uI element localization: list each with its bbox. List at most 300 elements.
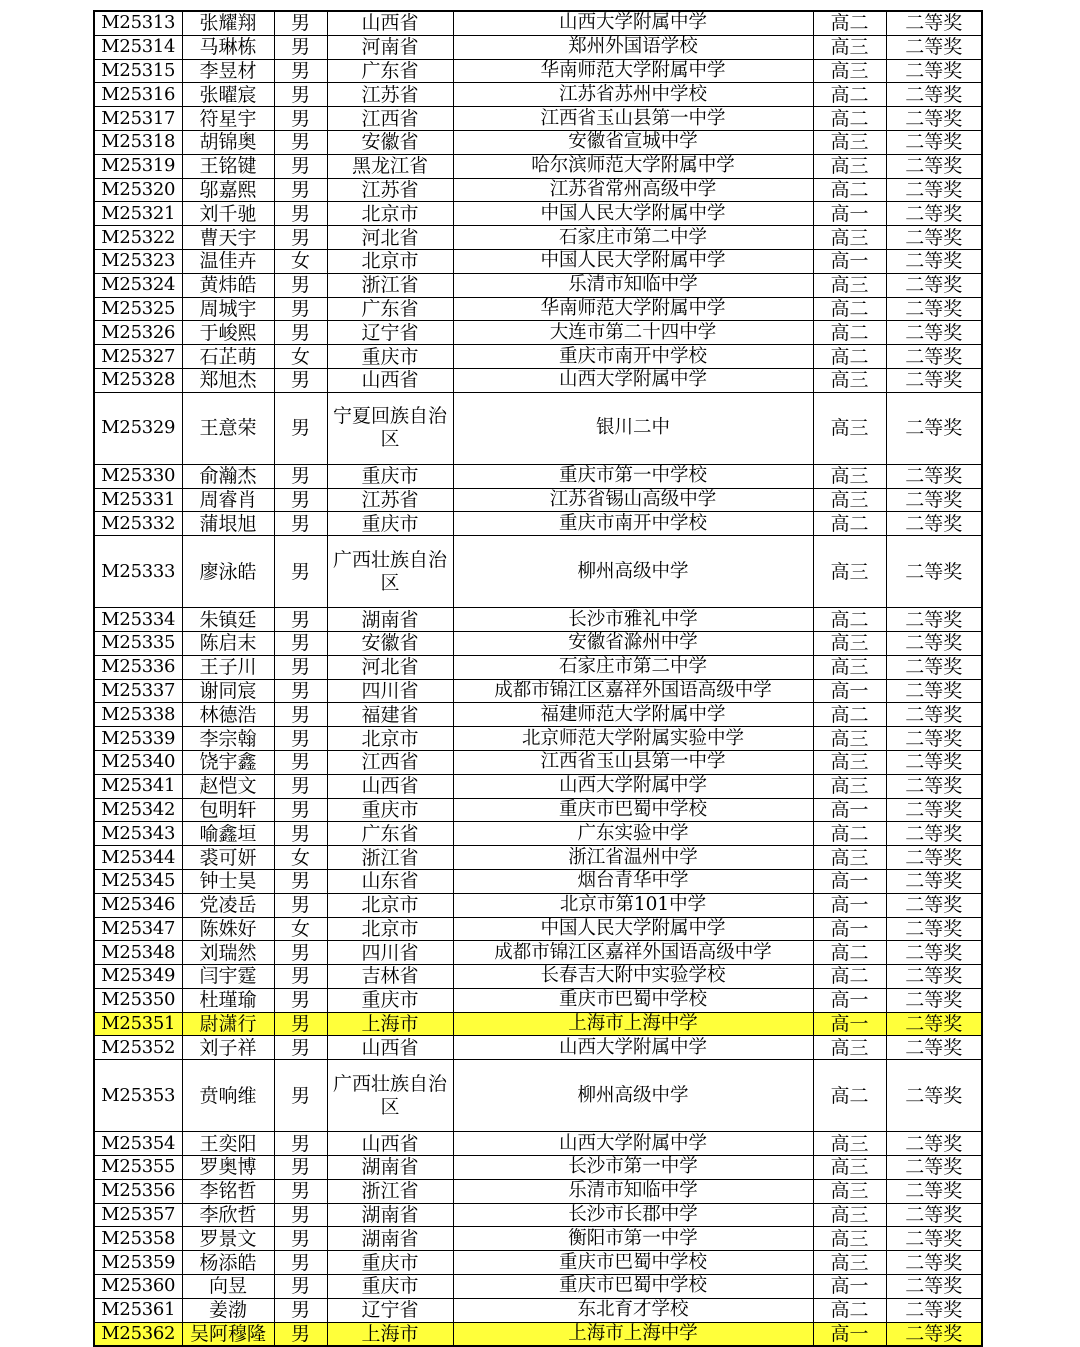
gender-cell: 男 bbox=[274, 488, 327, 512]
student-id-cell: M25328 bbox=[94, 368, 182, 392]
student-name-cell: 向昱 bbox=[182, 1275, 274, 1299]
table-row bbox=[94, 822, 982, 846]
school-cell: 安徽省宣城中学 bbox=[453, 130, 813, 154]
gender-cell: 男 bbox=[274, 727, 327, 751]
student-name-cell: 邬嘉熙 bbox=[182, 178, 274, 202]
grade-cell: 高三 bbox=[813, 1156, 886, 1180]
province-cell: 重庆市 bbox=[327, 1251, 453, 1275]
school-cell: 上海市上海中学 bbox=[453, 1012, 813, 1036]
gender-cell: 男 bbox=[274, 512, 327, 536]
gender-cell: 男 bbox=[274, 1156, 327, 1180]
student-name-cell: 贲响维 bbox=[182, 1060, 274, 1132]
grade-cell: 高二 bbox=[813, 1298, 886, 1322]
award-cell: 二等奖 bbox=[886, 154, 982, 178]
grade-cell: 高一 bbox=[813, 893, 886, 917]
gender-cell: 男 bbox=[274, 965, 327, 989]
student-id-cell: M25335 bbox=[94, 631, 182, 655]
table-row bbox=[94, 1322, 982, 1346]
award-cell: 二等奖 bbox=[886, 297, 982, 321]
table-row bbox=[94, 869, 982, 893]
student-name-cell: 陈姝好 bbox=[182, 917, 274, 941]
gender-cell: 男 bbox=[274, 703, 327, 727]
gender-cell: 男 bbox=[274, 59, 327, 83]
grade-cell: 高三 bbox=[813, 35, 886, 59]
province-cell: 辽宁省 bbox=[327, 321, 453, 345]
student-name-cell: 喻鑫垣 bbox=[182, 822, 274, 846]
province-cell: 浙江省 bbox=[327, 273, 453, 297]
student-name-cell: 廖泳皓 bbox=[182, 536, 274, 608]
student-name-cell: 王奕阳 bbox=[182, 1132, 274, 1156]
student-id-cell: M25359 bbox=[94, 1251, 182, 1275]
student-id-cell: M25352 bbox=[94, 1036, 182, 1060]
province-cell: 江苏省 bbox=[327, 178, 453, 202]
table-row bbox=[94, 1132, 982, 1156]
student-id-cell: M25332 bbox=[94, 512, 182, 536]
grade-cell: 高二 bbox=[813, 1060, 886, 1132]
award-cell: 二等奖 bbox=[886, 917, 982, 941]
student-id-cell: M25338 bbox=[94, 703, 182, 727]
grade-cell: 高二 bbox=[813, 608, 886, 632]
province-cell: 宁夏回族自治区 bbox=[327, 392, 453, 464]
gender-cell: 男 bbox=[274, 798, 327, 822]
province-cell: 湖南省 bbox=[327, 1227, 453, 1251]
gender-cell: 男 bbox=[274, 774, 327, 798]
table-row bbox=[94, 1060, 982, 1132]
table-row bbox=[94, 107, 982, 131]
table-row bbox=[94, 345, 982, 369]
grade-cell: 高一 bbox=[813, 869, 886, 893]
grade-cell: 高三 bbox=[813, 774, 886, 798]
province-cell: 河北省 bbox=[327, 655, 453, 679]
gender-cell: 男 bbox=[274, 297, 327, 321]
table-row bbox=[94, 1203, 982, 1227]
grade-cell: 高二 bbox=[813, 512, 886, 536]
school-cell: 哈尔滨师范大学附属中学 bbox=[453, 154, 813, 178]
gender-cell: 男 bbox=[274, 226, 327, 250]
province-cell: 北京市 bbox=[327, 249, 453, 273]
student-id-cell: M25329 bbox=[94, 392, 182, 464]
student-id-cell: M25327 bbox=[94, 345, 182, 369]
grade-cell: 高三 bbox=[813, 536, 886, 608]
gender-cell: 男 bbox=[274, 107, 327, 131]
gender-cell: 男 bbox=[274, 655, 327, 679]
gender-cell: 男 bbox=[274, 988, 327, 1012]
award-cell: 二等奖 bbox=[886, 1156, 982, 1180]
student-name-cell: 曹天宇 bbox=[182, 226, 274, 250]
student-name-cell: 饶宇鑫 bbox=[182, 750, 274, 774]
school-cell: 华南师范大学附属中学 bbox=[453, 59, 813, 83]
grade-cell: 高一 bbox=[813, 798, 886, 822]
school-cell: 乐清市知临中学 bbox=[453, 273, 813, 297]
table-row bbox=[94, 321, 982, 345]
province-cell: 重庆市 bbox=[327, 464, 453, 488]
student-name-cell: 吴阿穆隆 bbox=[182, 1322, 274, 1346]
grade-cell: 高一 bbox=[813, 679, 886, 703]
award-cell: 二等奖 bbox=[886, 988, 982, 1012]
table-row bbox=[94, 226, 982, 250]
province-cell: 上海市 bbox=[327, 1012, 453, 1036]
student-id-cell: M25357 bbox=[94, 1203, 182, 1227]
school-cell: 江西省玉山县第一中学 bbox=[453, 750, 813, 774]
award-cell: 二等奖 bbox=[886, 1179, 982, 1203]
table-row bbox=[94, 154, 982, 178]
school-cell: 山西大学附属中学 bbox=[453, 1132, 813, 1156]
province-cell: 江西省 bbox=[327, 107, 453, 131]
table-row bbox=[94, 130, 982, 154]
school-cell: 烟台青华中学 bbox=[453, 869, 813, 893]
province-cell: 重庆市 bbox=[327, 345, 453, 369]
province-cell: 福建省 bbox=[327, 703, 453, 727]
table-row bbox=[94, 750, 982, 774]
grade-cell: 高一 bbox=[813, 1275, 886, 1299]
grade-cell: 高一 bbox=[813, 1012, 886, 1036]
award-cell: 二等奖 bbox=[886, 464, 982, 488]
gender-cell: 男 bbox=[274, 679, 327, 703]
student-name-cell: 谢同宸 bbox=[182, 679, 274, 703]
school-cell: 重庆市第一中学校 bbox=[453, 464, 813, 488]
grade-cell: 高三 bbox=[813, 130, 886, 154]
grade-cell: 高三 bbox=[813, 750, 886, 774]
province-cell: 四川省 bbox=[327, 679, 453, 703]
gender-cell: 男 bbox=[274, 1227, 327, 1251]
province-cell: 四川省 bbox=[327, 941, 453, 965]
award-cell: 二等奖 bbox=[886, 1012, 982, 1036]
province-cell: 重庆市 bbox=[327, 512, 453, 536]
province-cell: 山东省 bbox=[327, 869, 453, 893]
grade-cell: 高一 bbox=[813, 1322, 886, 1346]
gender-cell: 女 bbox=[274, 846, 327, 870]
gender-cell: 男 bbox=[274, 822, 327, 846]
school-cell: 银川二中 bbox=[453, 392, 813, 464]
school-cell: 中国人民大学附属中学 bbox=[453, 917, 813, 941]
grade-cell: 高三 bbox=[813, 846, 886, 870]
award-cell: 二等奖 bbox=[886, 178, 982, 202]
school-cell: 江西省玉山县第一中学 bbox=[453, 107, 813, 131]
gender-cell: 男 bbox=[274, 1036, 327, 1060]
award-cell: 二等奖 bbox=[886, 1322, 982, 1346]
grade-cell: 高三 bbox=[813, 226, 886, 250]
student-id-cell: M25361 bbox=[94, 1298, 182, 1322]
table-row bbox=[94, 1275, 982, 1299]
award-cell: 二等奖 bbox=[886, 1251, 982, 1275]
gender-cell: 女 bbox=[274, 249, 327, 273]
province-cell: 辽宁省 bbox=[327, 1298, 453, 1322]
student-name-cell: 王铭键 bbox=[182, 154, 274, 178]
student-id-cell: M25358 bbox=[94, 1227, 182, 1251]
award-cell: 二等奖 bbox=[886, 941, 982, 965]
grade-cell: 高三 bbox=[813, 1179, 886, 1203]
student-id-cell: M25350 bbox=[94, 988, 182, 1012]
grade-cell: 高三 bbox=[813, 727, 886, 751]
gender-cell: 男 bbox=[274, 464, 327, 488]
province-cell: 广东省 bbox=[327, 297, 453, 321]
school-cell: 重庆市南开中学校 bbox=[453, 345, 813, 369]
school-cell: 重庆市巴蜀中学校 bbox=[453, 988, 813, 1012]
student-id-cell: M25320 bbox=[94, 178, 182, 202]
school-cell: 江苏省锡山高级中学 bbox=[453, 488, 813, 512]
school-cell: 上海市上海中学 bbox=[453, 1322, 813, 1346]
gender-cell: 男 bbox=[274, 130, 327, 154]
award-cell: 二等奖 bbox=[886, 226, 982, 250]
award-cell: 二等奖 bbox=[886, 83, 982, 107]
school-cell: 成都市锦江区嘉祥外国语高级中学 bbox=[453, 941, 813, 965]
student-name-cell: 姜渤 bbox=[182, 1298, 274, 1322]
school-cell: 北京师范大学附属实验中学 bbox=[453, 727, 813, 751]
table-row bbox=[94, 1227, 982, 1251]
student-name-cell: 郑旭杰 bbox=[182, 368, 274, 392]
school-cell: 重庆市南开中学校 bbox=[453, 512, 813, 536]
school-cell: 长春吉大附中实验学校 bbox=[453, 965, 813, 989]
student-name-cell: 李铭哲 bbox=[182, 1179, 274, 1203]
school-cell: 柳州高级中学 bbox=[453, 536, 813, 608]
student-id-cell: M25326 bbox=[94, 321, 182, 345]
table-row bbox=[94, 703, 982, 727]
table-row bbox=[94, 512, 982, 536]
province-cell: 重庆市 bbox=[327, 988, 453, 1012]
student-name-cell: 刘瑞然 bbox=[182, 941, 274, 965]
table-row bbox=[94, 1298, 982, 1322]
gender-cell: 男 bbox=[274, 35, 327, 59]
grade-cell: 高二 bbox=[813, 703, 886, 727]
student-name-cell: 罗景文 bbox=[182, 1227, 274, 1251]
province-cell: 湖南省 bbox=[327, 1203, 453, 1227]
gender-cell: 男 bbox=[274, 178, 327, 202]
student-name-cell: 裘可妍 bbox=[182, 846, 274, 870]
student-name-cell: 林德浩 bbox=[182, 703, 274, 727]
award-cell: 二等奖 bbox=[886, 774, 982, 798]
award-cell: 二等奖 bbox=[886, 679, 982, 703]
gender-cell: 女 bbox=[274, 345, 327, 369]
student-id-cell: M25343 bbox=[94, 822, 182, 846]
award-cell: 二等奖 bbox=[886, 869, 982, 893]
award-cell: 二等奖 bbox=[886, 655, 982, 679]
student-id-cell: M25333 bbox=[94, 536, 182, 608]
gender-cell: 男 bbox=[274, 1298, 327, 1322]
gender-cell: 男 bbox=[274, 1132, 327, 1156]
student-id-cell: M25314 bbox=[94, 35, 182, 59]
award-cell: 二等奖 bbox=[886, 345, 982, 369]
province-cell: 重庆市 bbox=[327, 798, 453, 822]
award-cell: 二等奖 bbox=[886, 893, 982, 917]
province-cell: 山西省 bbox=[327, 11, 453, 35]
school-cell: 广东实验中学 bbox=[453, 822, 813, 846]
award-cell: 二等奖 bbox=[886, 1227, 982, 1251]
table-row bbox=[94, 608, 982, 632]
award-cell: 二等奖 bbox=[886, 608, 982, 632]
award-cell: 二等奖 bbox=[886, 965, 982, 989]
grade-cell: 高二 bbox=[813, 941, 886, 965]
student-name-cell: 党凌岳 bbox=[182, 893, 274, 917]
gender-cell: 男 bbox=[274, 750, 327, 774]
grade-cell: 高一 bbox=[813, 202, 886, 226]
student-id-cell: M25337 bbox=[94, 679, 182, 703]
student-name-cell: 石芷萌 bbox=[182, 345, 274, 369]
table-row bbox=[94, 893, 982, 917]
province-cell: 江西省 bbox=[327, 750, 453, 774]
gender-cell: 男 bbox=[274, 321, 327, 345]
student-name-cell: 朱镇廷 bbox=[182, 608, 274, 632]
award-cell: 二等奖 bbox=[886, 1132, 982, 1156]
student-name-cell: 温佳卉 bbox=[182, 249, 274, 273]
table-row bbox=[94, 727, 982, 751]
gender-cell: 男 bbox=[274, 1060, 327, 1132]
grade-cell: 高三 bbox=[813, 273, 886, 297]
table-row bbox=[94, 917, 982, 941]
grade-cell: 高二 bbox=[813, 297, 886, 321]
table-row bbox=[94, 798, 982, 822]
gender-cell: 男 bbox=[274, 631, 327, 655]
school-cell: 柳州高级中学 bbox=[453, 1060, 813, 1132]
grade-cell: 高二 bbox=[813, 965, 886, 989]
student-id-cell: M25323 bbox=[94, 249, 182, 273]
table-row bbox=[94, 1179, 982, 1203]
table-row bbox=[94, 488, 982, 512]
province-cell: 北京市 bbox=[327, 202, 453, 226]
school-cell: 福建师范大学附属中学 bbox=[453, 703, 813, 727]
student-name-cell: 李欣哲 bbox=[182, 1203, 274, 1227]
gender-cell: 男 bbox=[274, 941, 327, 965]
school-cell: 华南师范大学附属中学 bbox=[453, 297, 813, 321]
school-cell: 北京市第101中学 bbox=[453, 893, 813, 917]
table-row bbox=[94, 59, 982, 83]
student-name-cell: 李宗翰 bbox=[182, 727, 274, 751]
grade-cell: 高一 bbox=[813, 249, 886, 273]
student-id-cell: M25334 bbox=[94, 608, 182, 632]
table-row bbox=[94, 392, 982, 464]
award-cell: 二等奖 bbox=[886, 1298, 982, 1322]
award-cell: 二等奖 bbox=[886, 536, 982, 608]
student-id-cell: M25341 bbox=[94, 774, 182, 798]
province-cell: 河南省 bbox=[327, 35, 453, 59]
table-row bbox=[94, 368, 982, 392]
school-cell: 石家庄市第二中学 bbox=[453, 655, 813, 679]
gender-cell: 男 bbox=[274, 11, 327, 35]
school-cell: 东北育才学校 bbox=[453, 1298, 813, 1322]
student-name-cell: 马琳栋 bbox=[182, 35, 274, 59]
school-cell: 江苏省常州高级中学 bbox=[453, 178, 813, 202]
student-name-cell: 包明轩 bbox=[182, 798, 274, 822]
school-cell: 石家庄市第二中学 bbox=[453, 226, 813, 250]
award-cell: 二等奖 bbox=[886, 11, 982, 35]
table-row bbox=[94, 679, 982, 703]
award-cell: 二等奖 bbox=[886, 202, 982, 226]
student-id-cell: M25313 bbox=[94, 11, 182, 35]
school-cell: 长沙市第一中学 bbox=[453, 1156, 813, 1180]
table-row bbox=[94, 35, 982, 59]
award-cell: 二等奖 bbox=[886, 35, 982, 59]
school-cell: 山西大学附属中学 bbox=[453, 11, 813, 35]
student-name-cell: 张曜宸 bbox=[182, 83, 274, 107]
school-cell: 长沙市雅礼中学 bbox=[453, 608, 813, 632]
award-cell: 二等奖 bbox=[886, 1036, 982, 1060]
table-row bbox=[94, 11, 982, 35]
award-table bbox=[93, 10, 983, 1347]
table-row bbox=[94, 655, 982, 679]
table-row bbox=[94, 249, 982, 273]
student-name-cell: 刘千驰 bbox=[182, 202, 274, 226]
table-row bbox=[94, 988, 982, 1012]
award-cell: 二等奖 bbox=[886, 512, 982, 536]
table-row bbox=[94, 965, 982, 989]
grade-cell: 高三 bbox=[813, 488, 886, 512]
student-id-cell: M25346 bbox=[94, 893, 182, 917]
award-cell: 二等奖 bbox=[886, 392, 982, 464]
student-name-cell: 赵恺文 bbox=[182, 774, 274, 798]
award-cell: 二等奖 bbox=[886, 249, 982, 273]
award-cell: 二等奖 bbox=[886, 488, 982, 512]
table-row bbox=[94, 1251, 982, 1275]
school-cell: 山西大学附属中学 bbox=[453, 774, 813, 798]
student-name-cell: 蒲垠旭 bbox=[182, 512, 274, 536]
grade-cell: 高三 bbox=[813, 392, 886, 464]
grade-cell: 高三 bbox=[813, 464, 886, 488]
table-row bbox=[94, 202, 982, 226]
grade-cell: 高一 bbox=[813, 917, 886, 941]
student-name-cell: 于峻熙 bbox=[182, 321, 274, 345]
province-cell: 吉林省 bbox=[327, 965, 453, 989]
gender-cell: 男 bbox=[274, 202, 327, 226]
award-cell: 二等奖 bbox=[886, 368, 982, 392]
gender-cell: 男 bbox=[274, 1203, 327, 1227]
student-id-cell: M25356 bbox=[94, 1179, 182, 1203]
grade-cell: 高三 bbox=[813, 1203, 886, 1227]
student-name-cell: 俞瀚杰 bbox=[182, 464, 274, 488]
student-name-cell: 李昱材 bbox=[182, 59, 274, 83]
student-id-cell: M25353 bbox=[94, 1060, 182, 1132]
student-id-cell: M25324 bbox=[94, 273, 182, 297]
grade-cell: 高二 bbox=[813, 107, 886, 131]
award-cell: 二等奖 bbox=[886, 822, 982, 846]
school-cell: 安徽省滁州中学 bbox=[453, 631, 813, 655]
province-cell: 重庆市 bbox=[327, 1275, 453, 1299]
province-cell: 广西壮族自治区 bbox=[327, 536, 453, 608]
student-id-cell: M25340 bbox=[94, 750, 182, 774]
student-name-cell: 黄炜皓 bbox=[182, 273, 274, 297]
school-cell: 浙江省温州中学 bbox=[453, 846, 813, 870]
province-cell: 湖南省 bbox=[327, 608, 453, 632]
award-cell: 二等奖 bbox=[886, 1203, 982, 1227]
student-name-cell: 刘子祥 bbox=[182, 1036, 274, 1060]
student-name-cell: 周城宇 bbox=[182, 297, 274, 321]
grade-cell: 高二 bbox=[813, 345, 886, 369]
table-row bbox=[94, 1012, 982, 1036]
table-row bbox=[94, 464, 982, 488]
province-cell: 山西省 bbox=[327, 1036, 453, 1060]
school-cell: 郑州外国语学校 bbox=[453, 35, 813, 59]
gender-cell: 女 bbox=[274, 917, 327, 941]
gender-cell: 男 bbox=[274, 83, 327, 107]
province-cell: 安徽省 bbox=[327, 631, 453, 655]
table-row bbox=[94, 631, 982, 655]
gender-cell: 男 bbox=[274, 273, 327, 297]
grade-cell: 高三 bbox=[813, 1227, 886, 1251]
grade-cell: 高二 bbox=[813, 83, 886, 107]
province-cell: 黑龙江省 bbox=[327, 154, 453, 178]
province-cell: 北京市 bbox=[327, 893, 453, 917]
student-name-cell: 闫宇霆 bbox=[182, 965, 274, 989]
student-id-cell: M25349 bbox=[94, 965, 182, 989]
school-cell: 长沙市长郡中学 bbox=[453, 1203, 813, 1227]
province-cell: 安徽省 bbox=[327, 130, 453, 154]
student-id-cell: M25325 bbox=[94, 297, 182, 321]
student-id-cell: M25347 bbox=[94, 917, 182, 941]
province-cell: 上海市 bbox=[327, 1322, 453, 1346]
province-cell: 河北省 bbox=[327, 226, 453, 250]
grade-cell: 高三 bbox=[813, 368, 886, 392]
gender-cell: 男 bbox=[274, 368, 327, 392]
province-cell: 山西省 bbox=[327, 774, 453, 798]
school-cell: 乐清市知临中学 bbox=[453, 1179, 813, 1203]
